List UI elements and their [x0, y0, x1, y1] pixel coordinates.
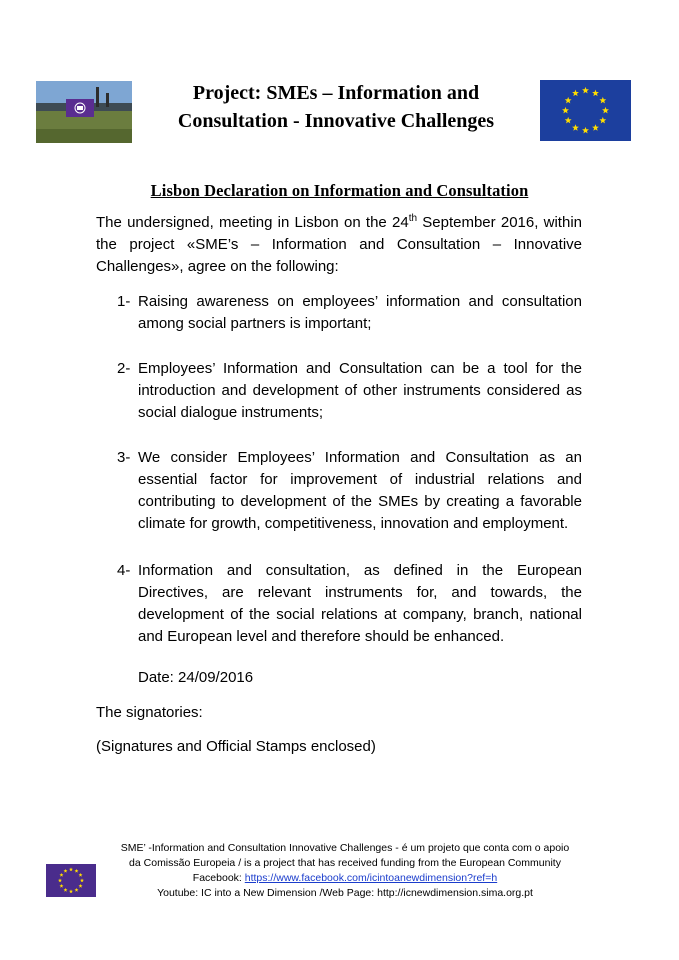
- signatories-label: The signatories:: [96, 704, 203, 721]
- list-number: 4-: [117, 562, 131, 579]
- eu-flag-icon: [540, 80, 631, 141]
- intro-part1: The undersigned, meeting in Lisbon on the 24: [96, 214, 409, 231]
- stamps-note: (Signatures and Official Stamps enclosed): [96, 738, 376, 755]
- list-text: Employees’ Information and Consultation can be a tool for the introduction and development of other instruments considered as social dialogue instruments;: [138, 360, 582, 421]
- project-photo: [36, 81, 132, 143]
- list-number: 1-: [117, 293, 131, 310]
- footer-facebook: [96, 871, 594, 886]
- declaration-heading: Lisbon Declaration on Information and Consultation: [150, 181, 529, 200]
- eu-flag-small-icon: [46, 864, 96, 897]
- facebook-label: Facebook:: [192, 872, 245, 884]
- list-item: [117, 560, 582, 648]
- list-text: Information and consultation, as defined in the European Directives, are relevant instruments for, and towards, the development of the social relations at company, branch, national and European level and therefore should be enhanced.: [138, 562, 582, 645]
- list-item: [117, 291, 582, 335]
- footer-line1: SME’ -Information and Consultation Innovative Challenges - é um projeto que conta com o apoio: [120, 842, 570, 854]
- list-item: [117, 447, 582, 535]
- footer-youtube: Youtube: IC into a New Dimension /Web Page: http://icnewdimension.sima.org.pt: [157, 887, 533, 899]
- intro-superscript: th: [408, 213, 418, 224]
- declaration-date: Date: 24/09/2016: [138, 669, 254, 686]
- list-text: Raising awareness on employees’ information and consultation among social partners is important;: [138, 293, 582, 332]
- project-title-line1: Project: SMEs – Information and: [192, 82, 480, 104]
- footer: [96, 841, 594, 901]
- list-number: 3-: [117, 449, 131, 466]
- project-title: [140, 79, 532, 135]
- footer-line2: da Comissão Europeia / is a project that has received funding from the European Community: [129, 857, 561, 869]
- list-text: We consider Employees’ Information and Consultation as an essential factor for improvement of industrial relations and contributing to development of the SMEs by creating a favorable climate for growth, competitiveness, innovation and employment.: [138, 449, 582, 532]
- project-title-line2: Consultation - Innovative Challenges: [177, 110, 495, 132]
- intro-paragraph: [96, 212, 582, 278]
- facebook-link[interactable]: https://www.facebook.com/icintoanewdimension?ref=h: [244, 872, 498, 884]
- list-item: [117, 358, 582, 424]
- intro-part2: September 2016, within the project «SME’s – Information and Consultation – Innovative Challenges», agree on the following:: [96, 214, 582, 275]
- list-number: 2-: [117, 360, 131, 377]
